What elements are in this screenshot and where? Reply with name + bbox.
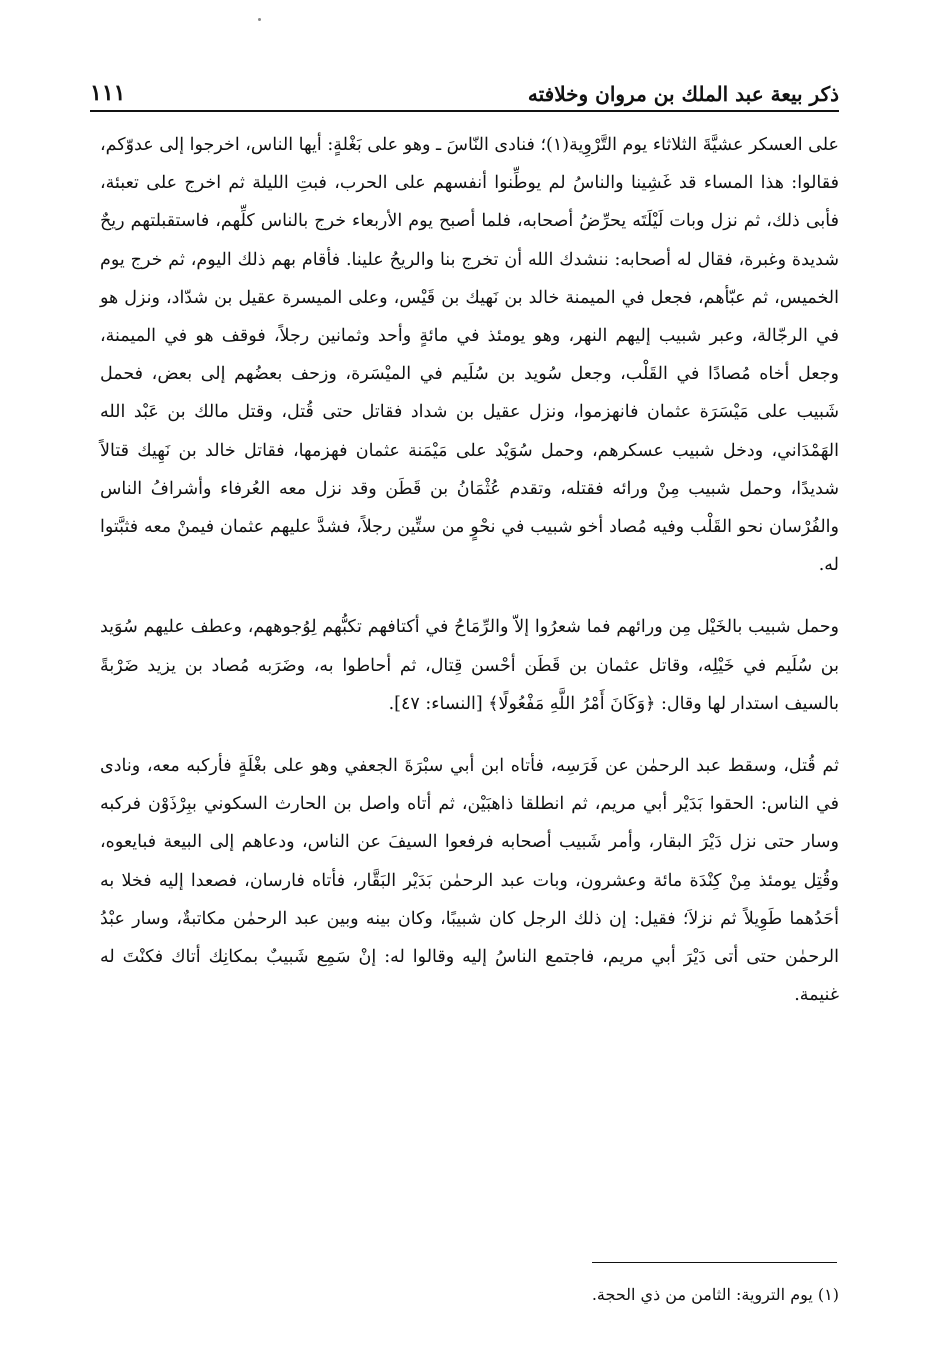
paragraph-1: على العسكر عشيَّةَ الثلاثاء يوم التَّرْوِية(١)؛ فنادى النّاسَ ـ وهو على بَغْلةٍ: أيها الناس، اخرجوا إلى عدوّكم، فقالوا: هذا المساء قد غَشِينا والناسُ لم يوطِّنوا أنفسهم على الحرب، فبتِ الليلة ثم اخرج على تعبئة، فأبى ذلك، ثم نزل وبات لَيْلَتَه يحرِّضُ أصحابه، فلما أصبح يوم الأربعاء خرج بالناس كلِّهم، فاستقبلتهم ريحٌ شديدة وغبرة، فقال له أصحابه: ننشدك الله أن تخرج بنا والريحُ علينا. فأقام بهم ذلك اليوم، ثم خرج يوم الخميس، ثم عبّأهم، فجعل في الميمنة خالد بن نَهيك بن قَيْس، وعلى الميسرة عقيل بن شدّاد، ونزل هو في الرجّالة، وعبر شبيب إليهم النهر، وهو يومئذ في مائةٍ وأحد وثمانين رجلاً، فوقف هو في الميمنة، وجعل أخاه مُصادًا في القَلْب، وجعل سُويد بن سُلَيم في الميْسَرة، وزحف بعضُهم إلى بعض، فحمل شَبيب على مَيْسَرَة عثمان فانهزموا، ونزل عقيل بن شداد فقاتل حتى قُتل، وقتل مالك بن عَبْد الله الهَمْدَاني، ودخل شبيب عسكرهم، وحمل سُوَيْد على مَيْمَنة عثمان فهزمها، فقاتل خالد بن نَهِيك قتالاً شديدًا، وحمل شبيب مِنْ ورائه فقتله، وتقدم عُثْمَانُ بن قَطَن وقد نزل معه العُرفاء وأشرافُ الناس والفُرْسان نحو القَلْب وفيه مُصاد أخو شبيب في نحْوٍ من ستِّين رجلاً، فشدَّ عليهم عثمان فيمنْ معه فثبَّتوا له.	[100, 135, 839, 576]
paragraph-3: ثم قُتل، وسقط عبد الرحمٰن عن فَرَسِه، فأتاه ابن أبي سبْرَةَ الجعفي وهو على بغْلَةٍ فأركبه معه، ونادى في الناس: الحقوا بَدَيْر أبي مريم، ثم انطلقا ذاهبَيْن، ثم أتاه واصل بن الحارث السكوني ببِرْذَوْن فركبه وسار حتى نزل دَيْرَ البقار، وأمر شَبيب أصحابه فرفعوا السيفَ عن الناس، ودعاهم إلى البيعة فبايعوه، وقُتِل يومئذ مِنْ كِنْدَة مائة وعشرون، وبات عبد الرحمٰن بَدَيْر البَقَّار، فأتاه فارسان، فصعدا إليه فخلا به أحَدُهما طَوِيلاً ثم نزلاَ؛ فقيل: إن ذلك الرجل كان شبيبًا، وكان بينه وبين عبد الرحمٰن مكاتبةٌ، وسار عبْدُ الرحمٰن حتى أتى دَيْرَ أبي مريم، فاجتمع الناسُ إليه وقالوا له: إنْ سَمِع شَبيبٌ بمكانِك أتاك فكنْتَ له غنيمة.	[100, 756, 839, 1006]
running-title: ذكر بيعة عبد الملك بن مروان وخلافته	[527, 82, 839, 106]
main-text	[100, 126, 839, 1014]
paragraph-2: وحمل شبيب بالخَيْل مِن ورائهم فما شعرُوا إلاّ والرِّمَاحُ في أكتافهم تكبُّهم لِوُجوههم، وعطف عليهم سُوَيد بن سُلَيم في خَيْلِه، وقاتل عثمان بن قَطَن أحْسن قِتال، ثم أحاطوا به، وضَرَبه مُصاد بن يزيد ضَرْبةً بالسيف استدار لها وقال: ﴿وَكَانَ أَمْرُ اللَّهِ مَفْعُولًا﴾ [النساء: ٤٧].	[100, 617, 839, 714]
footnote: (١) يوم التروية: الثامن من ذي الحجة.	[591, 1285, 839, 1304]
scan-dot	[258, 18, 261, 21]
footnote-divider	[592, 1262, 837, 1263]
page-number: ١١١	[90, 80, 126, 106]
page-header	[90, 74, 839, 112]
